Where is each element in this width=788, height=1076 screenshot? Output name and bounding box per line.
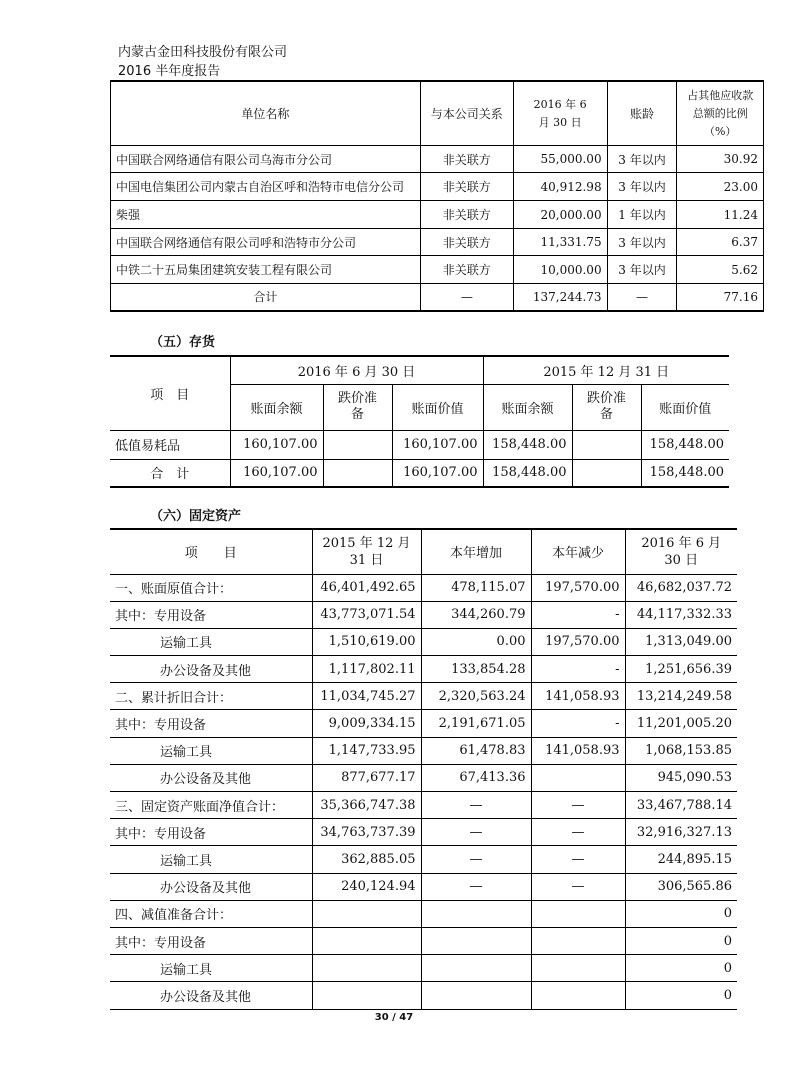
table-cell (421, 982, 531, 1009)
table-cell: 1,117,802.11 (312, 656, 421, 683)
table-cell: — (531, 846, 625, 873)
table-cell: 10,000.00 (513, 256, 607, 284)
company-name: 内蒙古金田科技股份有限公司 (118, 45, 288, 60)
table-cell: — (421, 819, 531, 846)
table-cell (312, 982, 421, 1009)
header-cell: 跌价准备 (572, 384, 641, 430)
fixed-assets-body (110, 574, 737, 1009)
table-row (110, 601, 737, 628)
header-cell: 账龄 (607, 82, 677, 146)
table-cell: 877,677.17 (312, 764, 421, 791)
table-cell: 运输工具 (110, 628, 312, 655)
table-cell: 运输工具 (110, 955, 312, 982)
table-cell: 其中：专用设备 (110, 601, 312, 628)
table-cell: 5.62 (677, 256, 764, 284)
header-cell: 与本公司关系 (420, 82, 513, 146)
table-cell (312, 955, 421, 982)
table-row (110, 900, 737, 927)
table-cell: 合计 (111, 284, 421, 311)
table-cell: — (531, 819, 625, 846)
table-header-row (110, 529, 737, 574)
table-cell: 160,107.00 (230, 459, 323, 487)
table-cell: 55,000.00 (513, 146, 607, 173)
table-cell: 二、累计折旧合计： (110, 683, 312, 710)
table-cell: 四、减值准备合计： (110, 900, 312, 927)
page-number: 30 / 47 (374, 1012, 414, 1023)
table-cell: 945,090.53 (625, 764, 737, 791)
header-cell: 本年减少 (531, 529, 625, 574)
table-cell: 20,000.00 (513, 201, 607, 229)
table-row (110, 927, 737, 954)
table-cell (531, 900, 625, 927)
table-row (110, 846, 737, 873)
table-row (110, 628, 737, 655)
table-header-row (111, 82, 764, 146)
table-cell (531, 927, 625, 954)
table-cell (572, 459, 641, 487)
table-cell (531, 764, 625, 791)
table-cell: 240,124.94 (312, 873, 421, 900)
table-cell: 0.00 (421, 628, 531, 655)
table-cell (312, 927, 421, 954)
table-cell: 三、固定资产账面净值合计： (110, 792, 312, 819)
table-cell: 11,034,745.27 (312, 683, 421, 710)
receivables-table (110, 81, 764, 312)
table-cell: 低值易耗品 (110, 430, 230, 459)
table-cell: 中国电信集团公司内蒙古自治区呼和浩特市电信分公司 (111, 173, 421, 201)
table-cell: 133,854.28 (421, 656, 531, 683)
table-cell: 77.16 (677, 284, 764, 311)
table-cell: 158,448.00 (641, 430, 729, 459)
table-cell: 11,201,005.20 (625, 710, 737, 737)
table-cell: 中铁二十五局集团建筑安装工程有限公司 (111, 256, 421, 284)
table-cell: 合 计 (110, 459, 230, 487)
table-row (110, 982, 737, 1009)
table-cell: 2,191,671.05 (421, 710, 531, 737)
table-row (111, 173, 764, 201)
table-cell: 6.37 (677, 229, 764, 256)
table-cell: 非关联方 (420, 173, 513, 201)
header-cell: 项 目 (110, 529, 312, 574)
table-cell: 3 年以内 (607, 146, 677, 173)
total-row (111, 284, 764, 311)
total-row (110, 459, 729, 487)
header-cell: 跌价准备 (323, 384, 392, 430)
header-cell: 单位名称 (111, 82, 421, 146)
table-cell: 中国联合网络通信有限公司乌海市分公司 (111, 146, 421, 173)
table-cell: 306,565.86 (625, 873, 737, 900)
table-cell: 362,885.05 (312, 846, 421, 873)
table-cell: — (420, 284, 513, 311)
table-cell: 67,413.36 (421, 764, 531, 791)
table-cell: 运输工具 (110, 846, 312, 873)
table-cell: — (531, 873, 625, 900)
table-cell: 其中：专用设备 (110, 819, 312, 846)
table-cell: 2,320,563.24 (421, 683, 531, 710)
table-cell: 141,058.93 (531, 683, 625, 710)
header-cell: 占其他应收款总额的比例（%） (677, 82, 764, 146)
table-cell: 0 (625, 982, 737, 1009)
table-cell: 办公设备及其他 (110, 982, 312, 1009)
table-cell: 3 年以内 (607, 256, 677, 284)
table-cell: 0 (625, 900, 737, 927)
table-cell: 3 年以内 (607, 229, 677, 256)
table-cell: 158,448.00 (483, 459, 572, 487)
table-row (110, 764, 737, 791)
table-cell: 158,448.00 (641, 459, 729, 487)
inventory-table (110, 355, 729, 488)
table-cell (421, 927, 531, 954)
table-cell: 非关联方 (420, 229, 513, 256)
table-cell: 40,912.98 (513, 173, 607, 201)
table-cell: 其中：专用设备 (110, 927, 312, 954)
table-cell: 1,251,656.39 (625, 656, 737, 683)
table-row (110, 574, 737, 601)
table-cell (572, 430, 641, 459)
table-cell: 160,107.00 (392, 459, 483, 487)
table-cell: 197,570.00 (531, 628, 625, 655)
table-cell: 197,570.00 (531, 574, 625, 601)
table-cell: 1,068,153.85 (625, 737, 737, 764)
table-cell: 9,009,334.15 (312, 710, 421, 737)
table-cell (323, 459, 392, 487)
table-cell: 13,214,249.58 (625, 683, 737, 710)
table-header-row (110, 356, 729, 384)
table-cell: 44,117,332.33 (625, 601, 737, 628)
table-cell: 160,107.00 (230, 430, 323, 459)
table-row (111, 201, 764, 229)
table-cell (531, 982, 625, 1009)
header-cell: 账面价值 (641, 384, 729, 430)
table-cell: 46,401,492.65 (312, 574, 421, 601)
table-cell: 一、账面原值合计： (110, 574, 312, 601)
header-cell: 2016 年 6 月 30 日 (625, 529, 737, 574)
table-cell: 3 年以内 (607, 173, 677, 201)
table-cell (312, 900, 421, 927)
table-cell: — (421, 873, 531, 900)
table-cell: 柴强 (111, 201, 421, 229)
table-cell (421, 900, 531, 927)
table-cell (531, 955, 625, 982)
table-cell: 244,895.15 (625, 846, 737, 873)
section-title-fixed-assets: （六）固定资产 (150, 509, 242, 524)
header-cell: 账面余额 (230, 384, 323, 430)
table-cell: 运输工具 (110, 737, 312, 764)
report-title: 2016 半年度报告 (118, 64, 221, 79)
table-cell: 中国联合网络通信有限公司呼和浩特市分公司 (111, 229, 421, 256)
header-cell: 本年增加 (421, 529, 531, 574)
table-cell: 11.24 (677, 201, 764, 229)
table-row (110, 819, 737, 846)
table-cell: 办公设备及其他 (110, 656, 312, 683)
table-cell: 1 年以内 (607, 201, 677, 229)
fixed-assets-table (110, 528, 737, 1010)
table-cell: - (531, 656, 625, 683)
table-cell: 30.92 (677, 146, 764, 173)
table-cell: — (531, 792, 625, 819)
section-title-inventory: （五）存货 (150, 335, 216, 350)
table-cell: 0 (625, 927, 737, 954)
table-cell: 办公设备及其他 (110, 873, 312, 900)
table-cell: 11,331.75 (513, 229, 607, 256)
table-cell: 43,773,071.54 (312, 601, 421, 628)
table-cell: 46,682,037.72 (625, 574, 737, 601)
table-row (110, 710, 737, 737)
table-cell: 非关联方 (420, 201, 513, 229)
table-row (110, 683, 737, 710)
table-row (110, 955, 737, 982)
table-row (110, 737, 737, 764)
table-cell: 0 (625, 955, 737, 982)
table-cell: 办公设备及其他 (110, 764, 312, 791)
table-cell: 非关联方 (420, 256, 513, 284)
table-cell (323, 430, 392, 459)
table-row (110, 430, 729, 459)
table-cell: 23.00 (677, 173, 764, 201)
table-cell: — (607, 284, 677, 311)
table-cell: 478,115.07 (421, 574, 531, 601)
table-cell: 32,916,327.13 (625, 819, 737, 846)
table-cell: 141,058.93 (531, 737, 625, 764)
header-cell: 2015 年 12 月 31 日 (483, 356, 729, 384)
table-cell: - (531, 601, 625, 628)
table-cell: 1,510,619.00 (312, 628, 421, 655)
table-cell: 137,244.73 (513, 284, 607, 311)
header-cell: 项 目 (110, 356, 230, 430)
table-cell: 35,366,747.38 (312, 792, 421, 819)
header-cell: 账面余额 (483, 384, 572, 430)
header-cell: 2016 年 6 月 30 日 (230, 356, 483, 384)
header-cell: 账面价值 (392, 384, 483, 430)
table-row (110, 873, 737, 900)
table-cell: 158,448.00 (483, 430, 572, 459)
header-cell: 2015 年 12 月 31 日 (312, 529, 421, 574)
table-cell: 34,763,737.39 (312, 819, 421, 846)
table-cell: 344,260.79 (421, 601, 531, 628)
table-cell (421, 955, 531, 982)
table-row (110, 792, 737, 819)
table-cell: 33,467,788.14 (625, 792, 737, 819)
header-cell: 2016 年 6 月 30 日 (513, 82, 607, 146)
table-row (111, 229, 764, 256)
table-cell: 其中：专用设备 (110, 710, 312, 737)
table-cell: 61,478.83 (421, 737, 531, 764)
table-row (110, 656, 737, 683)
table-cell: 160,107.00 (392, 430, 483, 459)
table-row (111, 256, 764, 284)
table-cell: 1,313,049.00 (625, 628, 737, 655)
table-cell: — (421, 792, 531, 819)
table-cell: 1,147,733.95 (312, 737, 421, 764)
table-cell: — (421, 846, 531, 873)
table-cell: 非关联方 (420, 146, 513, 173)
table-cell: - (531, 710, 625, 737)
table-row (111, 146, 764, 173)
